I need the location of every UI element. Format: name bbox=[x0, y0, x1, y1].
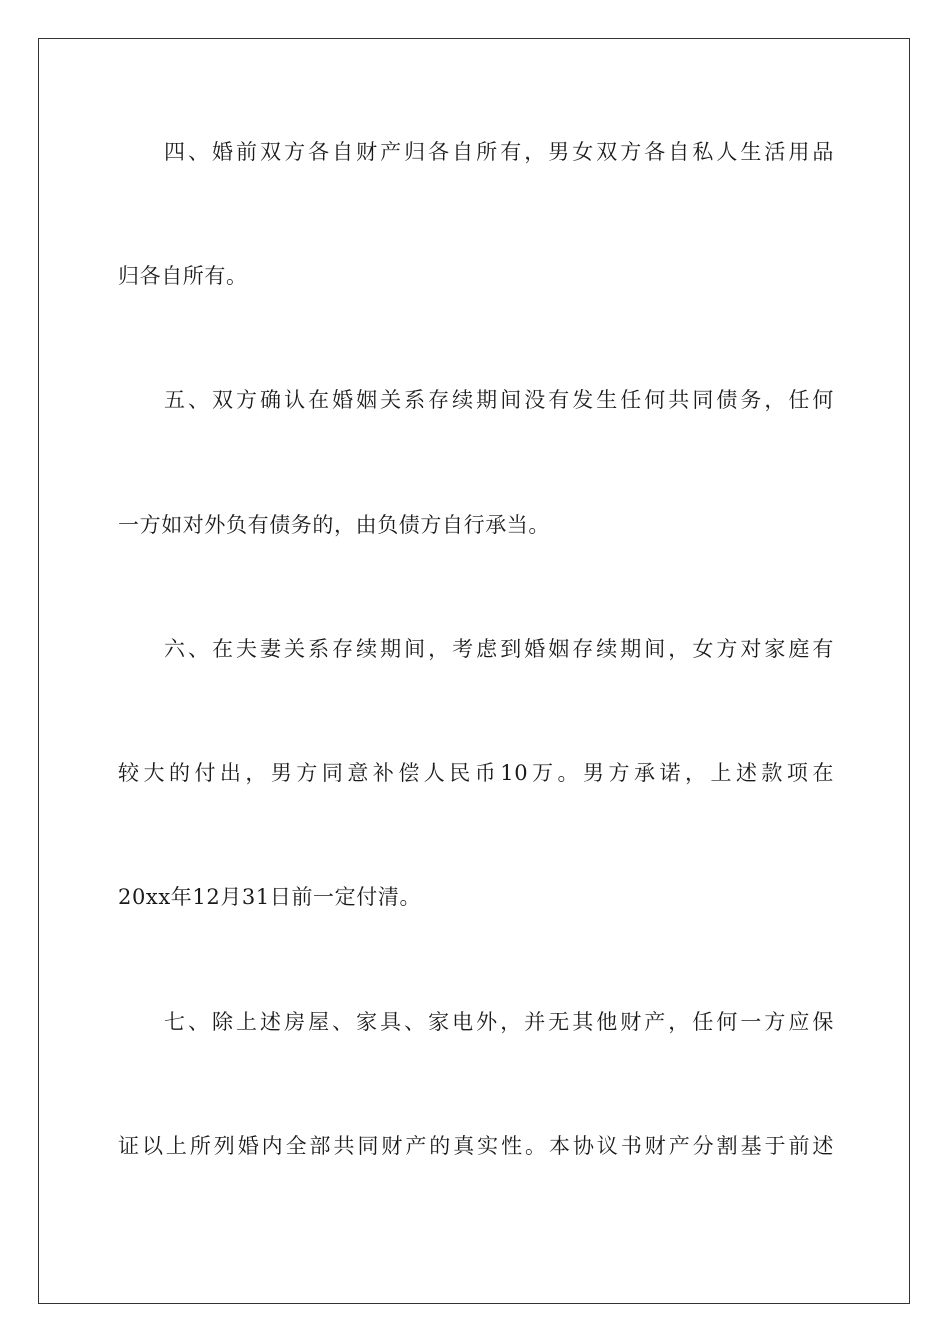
paragraph-4-line-1: 四、婚前双方各自财产归各自所有，男女双方各自私人生活用品 bbox=[164, 140, 834, 164]
paragraph-6-line-1: 六、在夫妻关系存续期间，考虑到婚姻存续期间，女方对家庭有 bbox=[164, 637, 834, 661]
paragraph-4-line-2: 归各自所有。 bbox=[118, 264, 248, 288]
paragraph-7-line-1: 七、除上述房屋、家具、家电外，并无其他财产，任何一方应保 bbox=[164, 1010, 834, 1034]
paragraph-5-line-2: 一方如对外负有债务的，由负债方自行承当。 bbox=[118, 513, 550, 537]
paragraph-7-line-2: 证以上所列婚内全部共同财产的真实性。本协议书财产分割基于前述 bbox=[118, 1134, 834, 1158]
paragraph-5-line-1: 五、双方确认在婚姻关系存续期间没有发生任何共同债务，任何 bbox=[164, 388, 834, 412]
paragraph-6-line-3: 20xx年12月31日前一定付清。 bbox=[118, 885, 422, 909]
paragraph-6-line-2: 较大的付出，男方同意补偿人民币10万。男方承诺，上述款项在 bbox=[118, 761, 834, 785]
page-border bbox=[38, 38, 910, 1304]
